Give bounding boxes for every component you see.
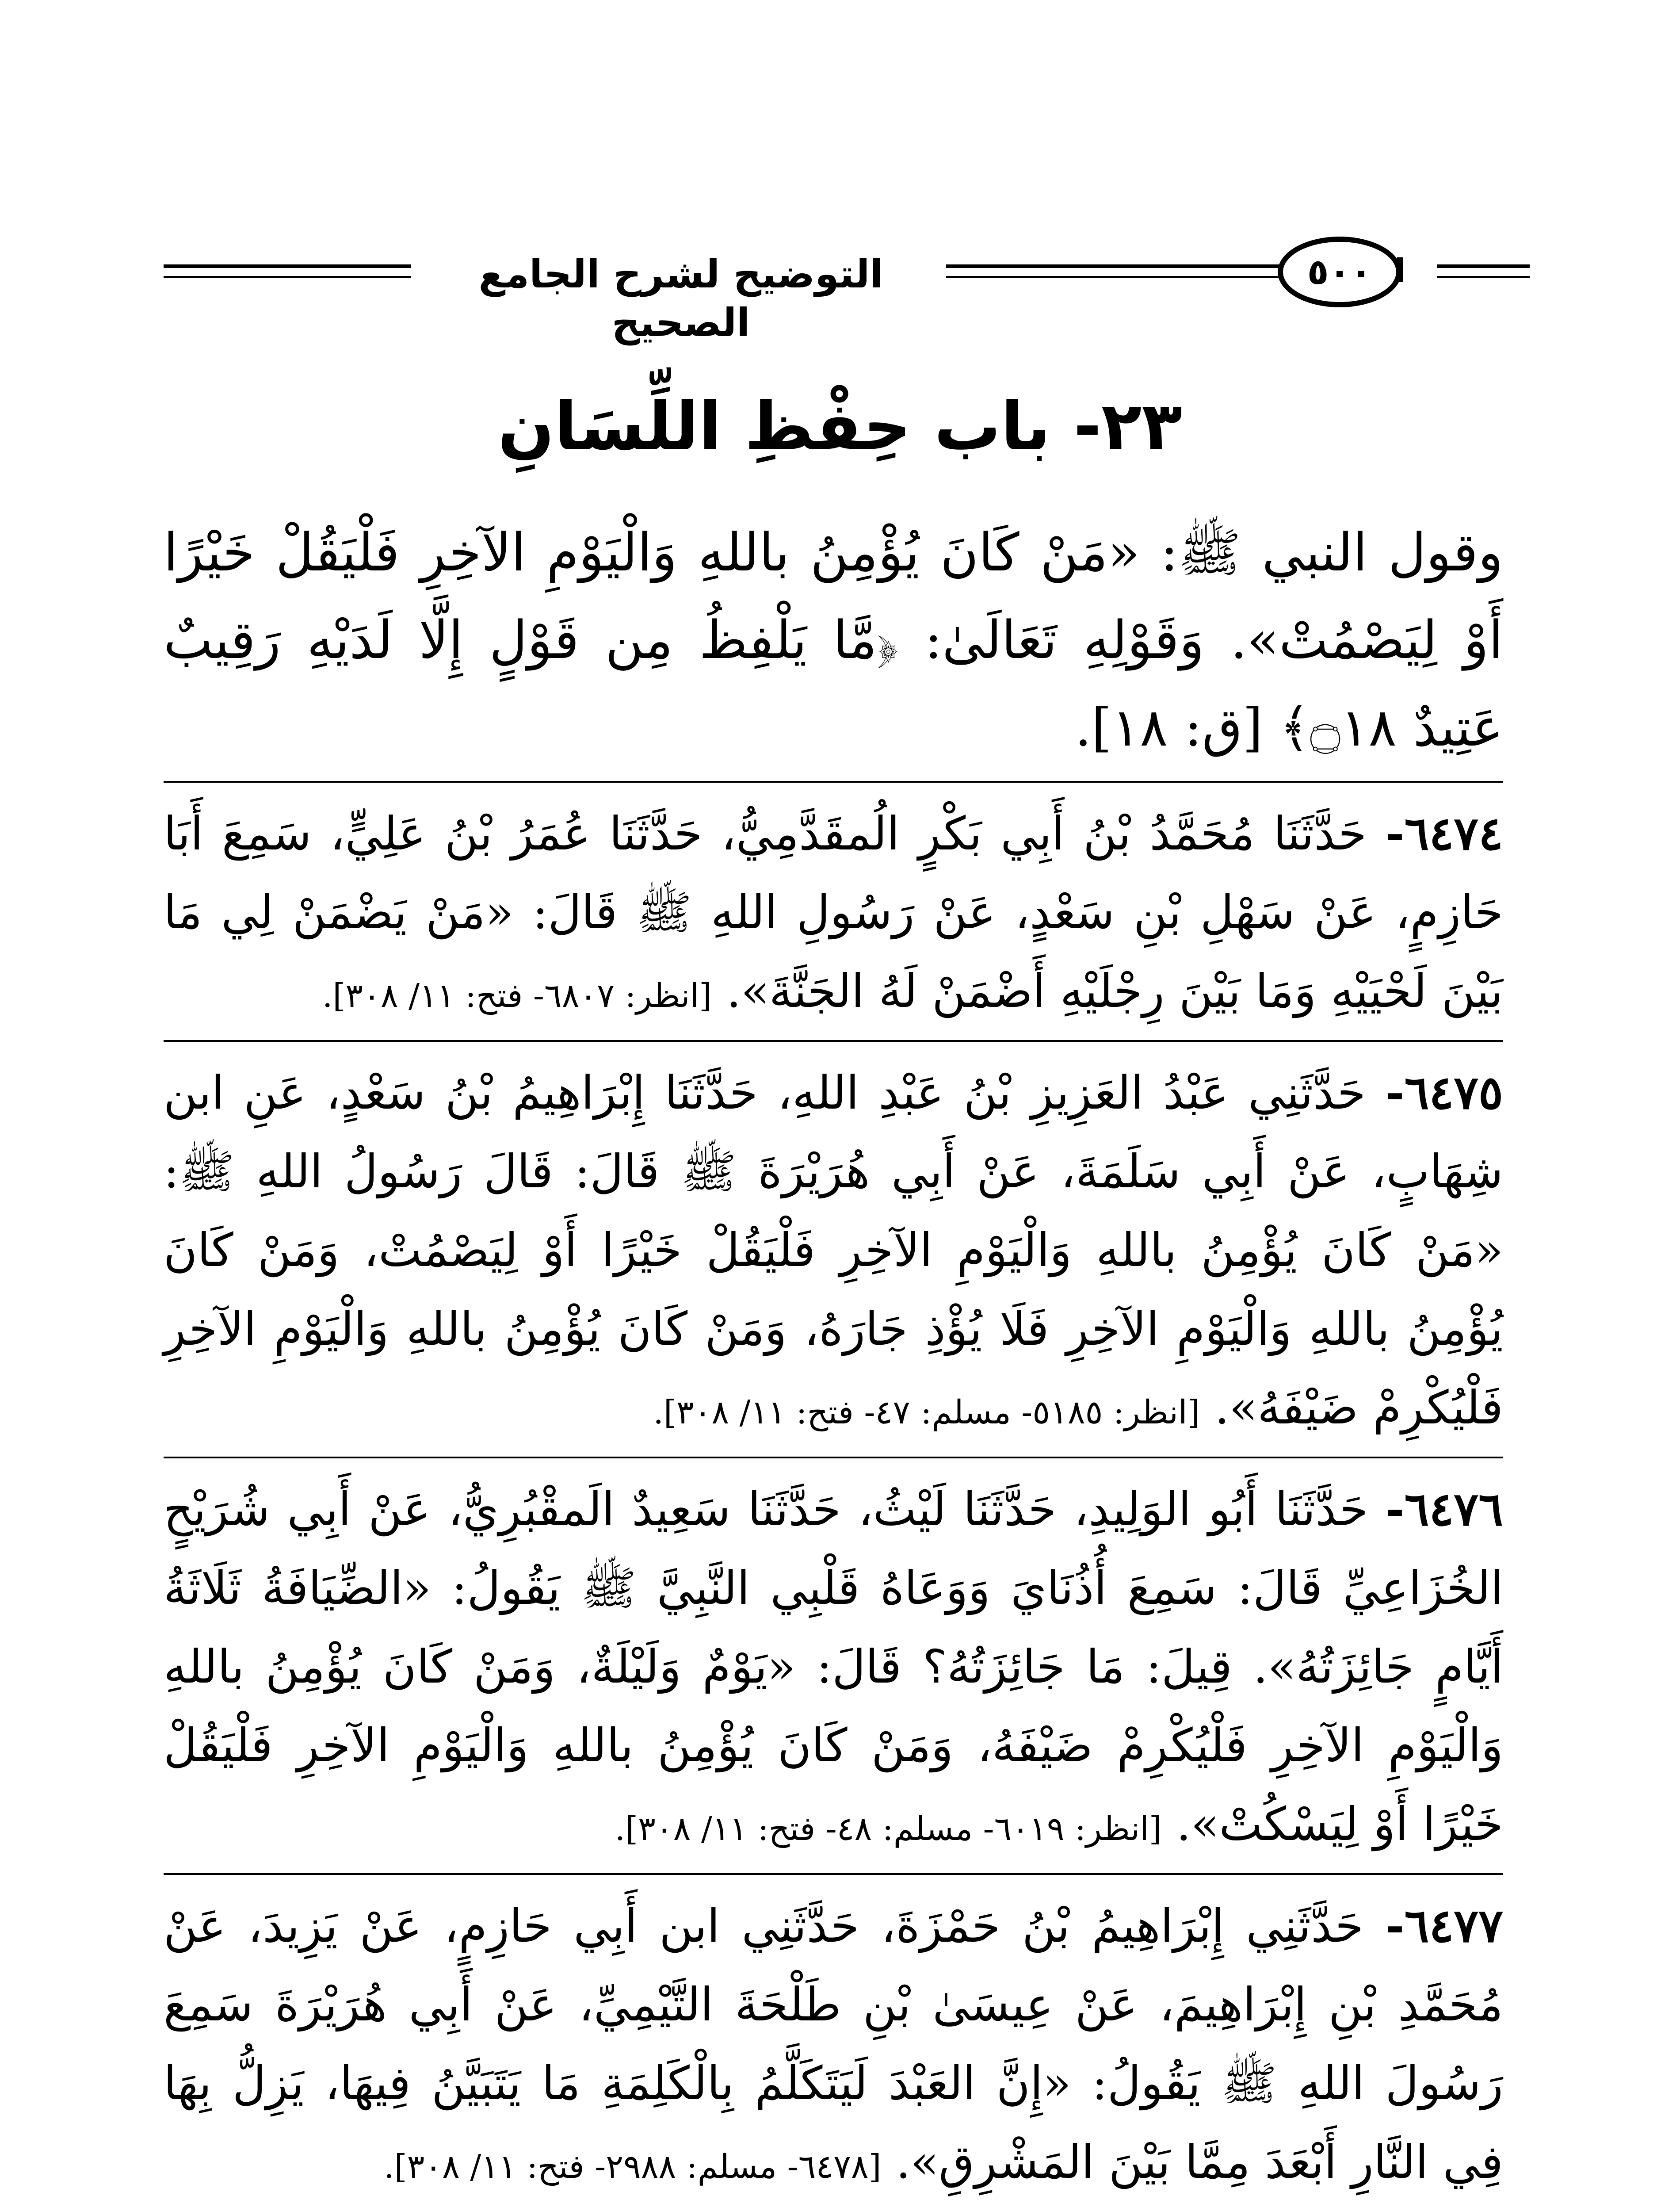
intro-ref: [ق: ١٨]. <box>1075 697 1263 758</box>
header-rule-left-top <box>164 264 411 268</box>
header-rule-middle-bottom <box>946 276 1282 278</box>
hadith-number: ٦٤٧٧- <box>1385 1898 1504 1953</box>
hadith-reference: [انظر: ٥١٨٥- مسلم: ٤٧- فتح: ١١/ ٣٠٨]. <box>653 1393 1200 1431</box>
hadith-entry <box>164 794 1503 1030</box>
header-rule-left-bottom <box>164 276 411 278</box>
hadith-text: حَدَّثَنِي إِبْرَاهِيمُ بْنُ حَمْزَةَ، حَدَّثَنِي ابن أَبِي حَازِمٍ، عَنْ يَزِيدَ، عَنْ مُحَمَّدِ بْنِ إِبْرَاهِيمَ، عَنْ عِيسَىٰ بْنِ طَلْحَةَ التَّيْمِيِّ، عَنْ أَبِي هُرَيْرَةَ سَمِعَ رَسُولَ اللهِ ﷺ يَقُولُ: «إِنَّ العَبْدَ لَيَتَكَلَّمُ بِالْكَلِمَةِ مَا يَتَبَيَّنُ فِيهَا، يَزِلُّ بِهَا فِي النَّارِ أَبْعَدَ مِمَّا بَيْنَ المَشْرِقِ». <box>164 1899 1503 2189</box>
hadith-entry <box>164 1053 1503 1447</box>
chapter-intro <box>164 509 1503 771</box>
header-rule-middle-top <box>946 264 1282 268</box>
hadith-text: حَدَّثَنِي عَبْدُ العَزِيزِ بْنُ عَبْدِ اللهِ، حَدَّثَنَا إِبْرَاهِيمُ بْنُ سَعْدٍ، عَنِ ابن شِهَابٍ، عَنْ أَبِي سَلَمَةَ، عَنْ أَبِي هُرَيْرَةَ ﷺ قَالَ: قَالَ رَسُولُ اللهِ ﷺ: «مَنْ كَانَ يُؤْمِنُ باللهِ وَالْيَوْمِ الآخِرِ فَلْيَقُلْ خَيْرًا أَوْ لِيَصْمُتْ، وَمَنْ كَانَ يُؤْمِنُ باللهِ وَالْيَوْمِ الآخِرِ فَلَا يُؤْذِ جَارَهُ، وَمَنْ كَانَ يُؤْمِنُ باللهِ وَالْيَوْمِ الآخِرِ فَلْيُكْرِمْ ضَيْفَهُ». <box>164 1066 1503 1434</box>
hadith-reference: [انظر: ٦٨٠٧- فتح: ١١/ ٣٠٨]. <box>322 977 712 1015</box>
main-text <box>164 509 1503 2211</box>
hadith-entry <box>164 1886 1503 2201</box>
hadith-entry <box>164 1470 1503 1863</box>
hadith-text: حَدَّثَنَا أَبُو الوَلِيدِ، حَدَّثَنَا لَيْثُ، حَدَّثَنَا سَعِيدٌ الَمقْبُرِيُّ، عَنْ أَبِي شُرَيْحٍ الخُزَاعِيِّ قَالَ: سَمِعَ أُذُنَايَ وَوَعَاهُ قَلْبِي النَّبِيَّ ﷺ يَقُولُ: «الضِّيَافَةُ ثَلَاثَةُ أَيَّامٍ جَائِزَتُهُ». قِيلَ: مَا جَائِزَتُهُ؟ قَالَ: «يَوْمٌ وَلَيْلَةٌ، وَمَنْ كَانَ يُؤْمِنُ باللهِ وَالْيَوْمِ الآخِرِ فَلْيُكْرِمْ ضَيْفَهُ، وَمَنْ كَانَ يُؤْمِنُ باللهِ وَالْيَوْمِ الآخِرِ فَلْيَقُلْ خَيْرًا أَوْ لِيَسْكُتْ». <box>164 1482 1503 1851</box>
separator <box>164 1040 1503 1042</box>
chapter-heading: ٢٣- باب حِفْظِ اللِّسَانِ <box>497 388 1183 465</box>
separator <box>164 1457 1503 1458</box>
intro-text: وقول النبي ﷺ: «مَنْ كَانَ يُؤْمِنُ باللهِ وَالْيَوْمِ الآخِرِ فَلْيَقُلْ خَيْرًا أَوْ لِيَصْمُتْ». وَقَوْلِهِ تَعَالَىٰ: ﴿مَّا يَلْفِظُ مِن قَوْلٍ إِلَّا لَدَيْهِ رَقِيبٌ عَتِيدٌ ۝١٨﴾ <box>164 522 1503 758</box>
running-header <box>164 230 1530 345</box>
page-number: ٥٠٠ <box>1278 237 1401 307</box>
separator <box>164 781 1503 783</box>
page-badge-ornament <box>1397 257 1437 282</box>
hadith-text: حَدَّثَنَا مُحَمَّدُ بْنُ أَبِي بَكْرٍ الُمقَدَّمِيُّ، حَدَّثَنَا عُمَرُ بْنُ عَلِيٍّ، سَمِعَ أَبَا حَازِمٍ، عَنْ سَهْلِ بْنِ سَعْدٍ، عَنْ رَسُولِ اللهِ ﷺ قَالَ: «مَنْ يَضْمَنْ لِي مَا بَيْنَ لَحْيَيْهِ وَمَا بَيْنَ رِجْلَيْهِ أَضْمَنْ لَهُ الجَنَّةَ». <box>164 807 1503 1018</box>
hadith-reference: [٦٤٧٨- مسلم: ٢٩٨٨- فتح: ١١/ ٣٠٨]. <box>384 2148 882 2186</box>
separator <box>164 1873 1503 1875</box>
header-rule-right-bottom <box>1437 276 1530 278</box>
running-title: التوضيح لشرح الجامع الصحيح <box>478 251 883 345</box>
hadith-number: ٦٤٧٥- <box>1385 1065 1503 1120</box>
hadith-number: ٦٤٧٦- <box>1385 1482 1504 1536</box>
header-rule-right-top <box>1437 264 1530 268</box>
hadith-number: ٦٤٧٤- <box>1385 806 1504 861</box>
hadith-reference: [انظر: ٦٠١٩- مسلم: ٤٨- فتح: ١١/ ٣٠٨]. <box>615 1810 1162 1848</box>
